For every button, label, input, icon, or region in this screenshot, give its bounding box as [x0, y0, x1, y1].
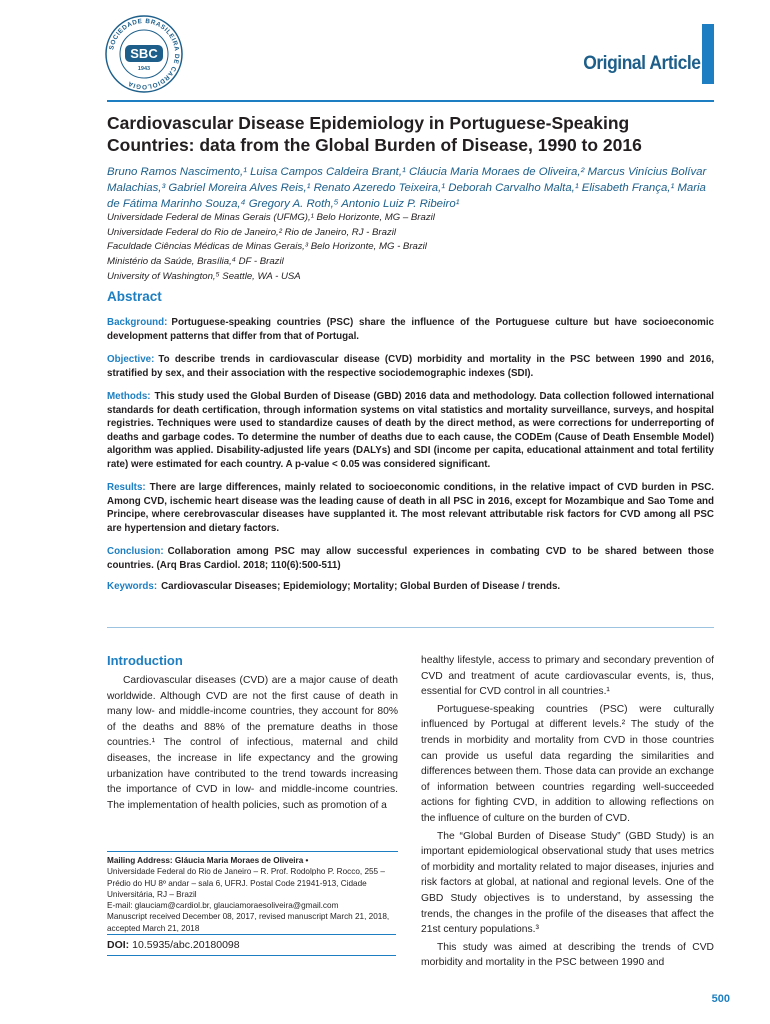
abstract-heading: Abstract	[107, 289, 162, 304]
abstract-body	[107, 316, 714, 604]
body-paragraph: Cardiovascular diseases (CVD) are a major cause of death worldwide. Although CVD are not the first cause of death in many low- and middle-income countries, they account for 80% of the deaths and 88% of the premature deaths in those countries.¹ The control of infectious, maternal and child diseases, the increase in life expectancy and the growing urbanization have contributed to the trend towards increasing the importance of CVD in low- and middle-income countries. The implementation of health policies, such as promotion of a	[107, 675, 398, 811]
body-paragraph: Portuguese-speaking countries (PSC) were culturally influenced by Portugal at different levels.² The study of the trends in morbidity and mortality from CVD in those countries can provide us useful data regarding the similarities and differences between them. Those data can provide an exchange of information between countries regarding well-succeeded actions for fighting CVD, in addition to allowing reflections on the influence of culture on the burden of CVD.	[421, 703, 714, 824]
article-title: Cardiovascular Disease Epidemiology in Portuguese-Speaking Countries: data from the Global Burden of Disease, 1990 to 2016	[107, 113, 642, 155]
body-paragraph: The “Global Burden of Disease Study” (GBD Study) is an important epidemiological observational study that uses metrics of morbidity and mortality related to major diseases, injuries and risk factors at global, at national and regional levels. One of the GBD Study objectives is to understand, by assessing the trends, the changes in the profile of the diseases that affect the 21st century populations.³	[421, 830, 714, 936]
header-accent-bar	[702, 24, 714, 84]
abstract-text: Collaboration among PSC may allow successful experiences in combating CVD to be shared between those countries. (Arq Bras Cardiol. 2018; 110(6):500-511)	[107, 546, 714, 571]
logo-ring-text: SOCIEDADE BRASILEIRA DE CARDIOLOGIA	[108, 17, 181, 91]
sbc-logo	[104, 14, 184, 94]
abstract-text: Cardiovascular Diseases; Epidemiology; Mortality; Global Burden of Disease / trends.	[161, 581, 561, 592]
logo-year: 1943	[137, 66, 151, 72]
mailing-email: E-mail: glauciam@cardiol.br, glauciamoraesoliveira@gmail.com	[107, 901, 339, 911]
abstract-label: Methods:	[107, 391, 151, 402]
affiliations	[107, 211, 717, 285]
introduction-heading: Introduction	[107, 653, 183, 668]
mailing-line: Universidade Federal do Rio de Janeiro – R. Prof. Rodolpho P. Rocco, 255 – Prédio do HU 8º andar – sala 6, UFRJ. Postal Code 21941-913, Cidade Universitária, RJ – Brazil	[107, 867, 385, 899]
right-column	[421, 653, 714, 973]
body-paragraph: healthy lifestyle, access to primary and secondary prevention of CVD and treatment of acute cardiovascular events, is, thus, essential for CVD control in all countries.¹	[421, 655, 714, 698]
affiliation-item: Ministério da Saúde, Brasília,⁴ DF - Brazil	[107, 256, 284, 268]
abstract-keywords	[107, 580, 714, 594]
abstract-label: Keywords:	[107, 581, 158, 592]
doi-label: DOI:	[107, 939, 130, 951]
header-rule	[107, 100, 714, 102]
mailing-heading: Mailing Address: Gláucia Maria Moraes de Oliveira •	[107, 856, 309, 865]
abstract-label: Background:	[107, 317, 168, 328]
abstract-label: Objective:	[107, 354, 155, 365]
abstract-text: To describe trends in cardiovascular disease (CVD) morbidity and mortality in the PSC between 1990 and 2016, stratified by sex, and their association with the respective sociodemographic indexes (SDI).	[107, 354, 714, 379]
section-divider	[107, 627, 714, 628]
abstract-label: Results:	[107, 482, 146, 493]
body-paragraph: This study was aimed at describing the trends of CVD morbidity and mortality in the PSC between 1990 and	[421, 941, 714, 969]
affiliation-item: Universidade Federal do Rio de Janeiro,² Rio de Janeiro, RJ - Brazil	[107, 226, 397, 238]
abstract-text: There are large differences, mainly related to socioeconomic conditions, in the relative impact of CVD burden in PSC. Among CVD, ischemic heart disease was the leading cause of death in all PSC in 2016, except for Mozambique and Sao Tome and Principe, where cerebrovascular diseases have supplanted it. The most relevant attributable risk factors for CVD among all PSC are hypertension and dietary factors.	[107, 482, 714, 534]
doi-value[interactable]: 10.5935/abc.20180098	[132, 939, 240, 951]
page-number: 500	[711, 993, 730, 1005]
mailing-divider	[107, 851, 398, 852]
abstract-objective	[107, 353, 714, 380]
logo-abbrev: SBC	[130, 46, 158, 61]
abstract-methods	[107, 390, 714, 471]
abstract-label: Conclusion:	[107, 546, 164, 557]
left-column	[107, 653, 398, 813]
article-type-label: Original Article	[582, 53, 700, 74]
mailing-address	[107, 855, 398, 934]
affiliation-item: Faculdade Ciências Médicas de Minas Gerais,³ Belo Horizonte, MG - Brazil	[107, 241, 427, 253]
author-list: Bruno Ramos Nascimento,¹ Luisa Campos Caldeira Brant,¹ Cláucia Maria Moraes de Oliveira,² Marcus Vinícius Bolívar Malachias,³ Gabriel Moreira Alves Reis,¹ Renato Azeredo Teixeira,¹ Deborah Carvalho Malta,¹ Elisabeth França,¹ Maria de Fátima Marinho Souza,⁴ Gregory A. Roth,⁵ Antonio Luiz P. Ribeiro¹	[107, 166, 707, 210]
abstract-conclusion	[107, 545, 714, 572]
abstract-text: This study used the Global Burden of Disease (GBD) 2016 data and methodology. Data collection followed international standards for death certification, through information systems on vital statistics and mortality surveillance, surveys, and hospital registries. Techniques were used to standardize causes of death by the direct method, as were corrections for underreporting of deaths and garbage codes. To determine the number of deaths due to each cause, the CODEm (Cause of Death Ensemble Model) algorithm was applied. Disability-adjusted life years (DALYs) and SDI (income per capita, educational attainment and total fertility rate) were estimated for each country. A p-value < 0.05 was considered significant.	[107, 391, 714, 470]
affiliation-item: Universidade Federal de Minas Gerais (UFMG),¹ Belo Horizonte, MG – Brazil	[107, 212, 435, 223]
abstract-background	[107, 316, 714, 343]
affiliation-item: University of Washington,⁵ Seattle, WA - USA	[107, 270, 301, 282]
mailing-line: Manuscript received December 08, 2017, revised manuscript March 21, 2018, accepted March 21, 2018	[107, 912, 390, 933]
abstract-text: Portuguese-speaking countries (PSC) share the influence of the Portuguese culture but have socioeconomic development patterns that differ from that of Portugal.	[107, 317, 714, 342]
abstract-results	[107, 481, 714, 535]
doi-box	[107, 934, 396, 956]
